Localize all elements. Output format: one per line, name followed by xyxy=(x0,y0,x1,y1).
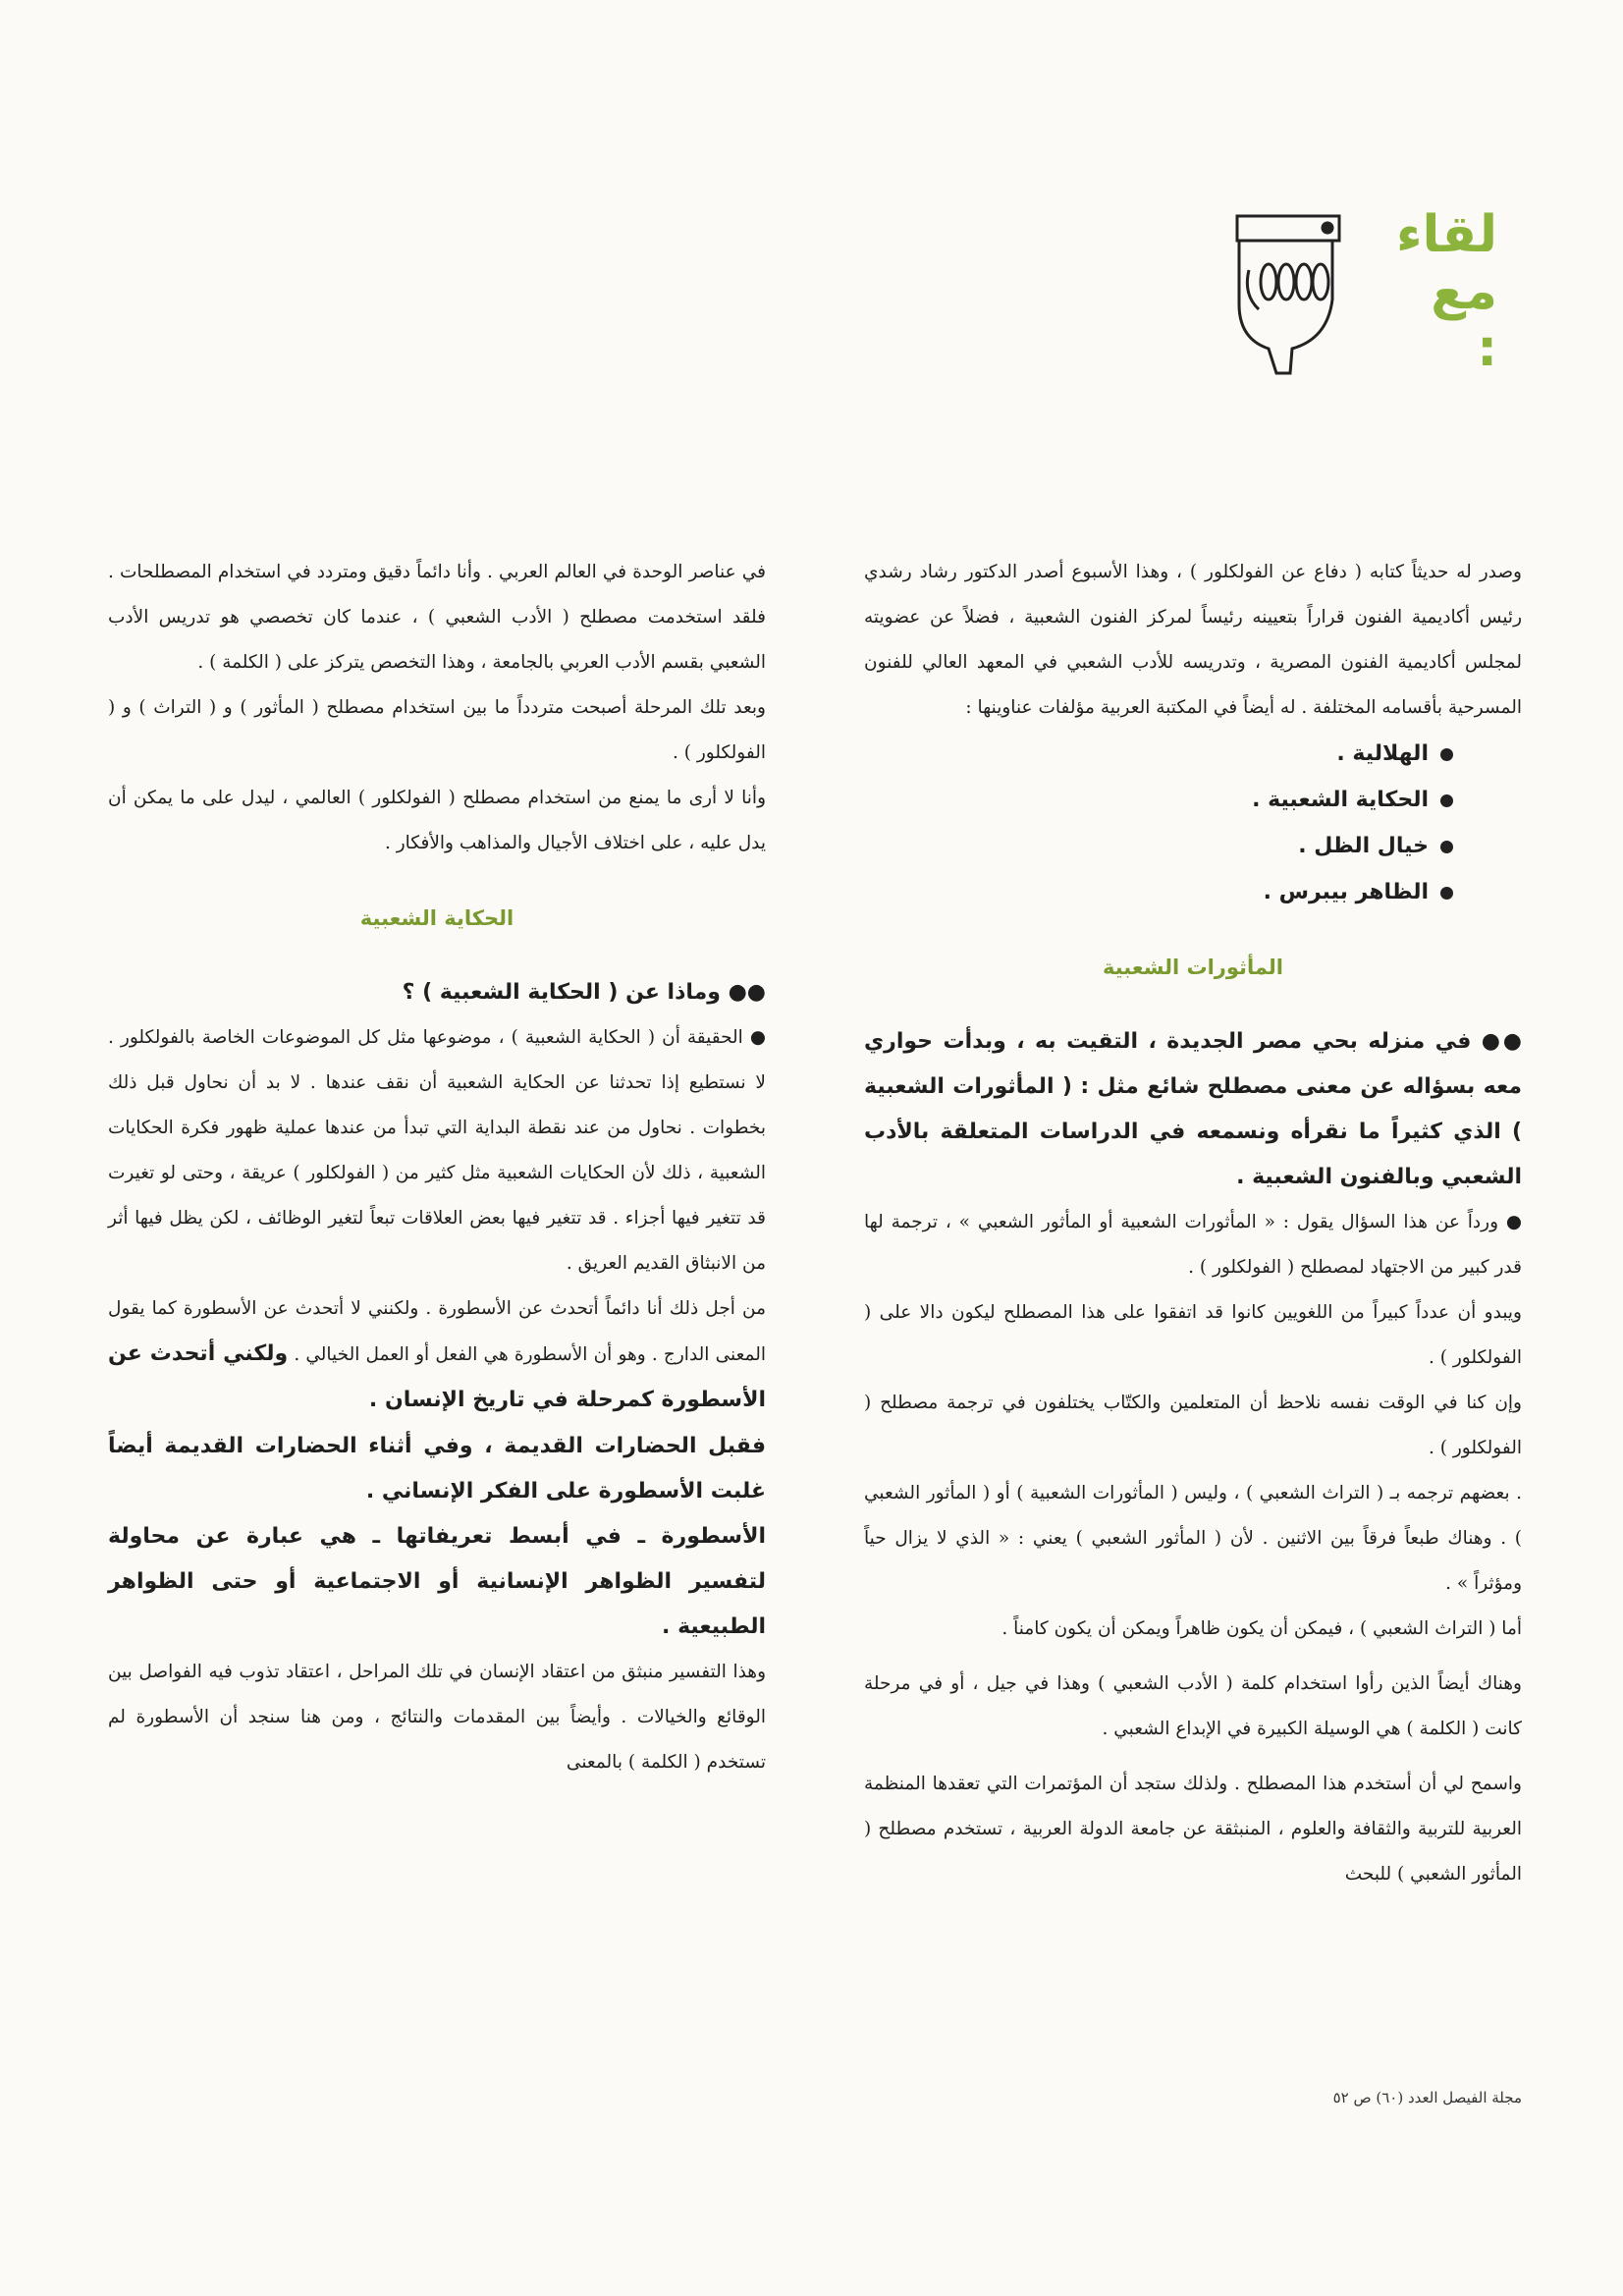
answer-paragraph: فقبل الحضارات القديمة ، وفي أثناء الحضارات القديمة أيضاً غلبت الأسطورة على الفكر الإنساني . xyxy=(108,1434,766,1503)
bullet-icon xyxy=(1440,841,1453,853)
answer-paragraph: . بعضهم ترجمه بـ ( التراث الشعبي ) ، وليس ( المأثورات الشعبية ) أو ( المأثور الشعبي ) . وهناك طبعاً فرقاً بين الاثنين . لأن ( المأثور الشعبي ) يعني : « الذي لا يزال حياً ومؤثراً » . xyxy=(864,1483,1522,1594)
list-item: الحكاية الشعبية . xyxy=(864,777,1453,823)
answer-paragraph: أما ( التراث الشعبي ) ، فيمكن أن يكون ظاهراً ويمكن أن يكون كامناً . xyxy=(1001,1618,1522,1639)
paragraph: وأنا لا أرى ما يمنع من استخدام مصطلح ( الفولكلور ) العالمي ، ليدل على ما يمكن أن يدل عليه ، على اختلاف الأجيال والمذاهب والأفكار . xyxy=(108,788,766,853)
section-heading: المأثورات الشعبية xyxy=(1103,956,1283,979)
bullet-icon xyxy=(1440,794,1453,807)
list-item: الظاهر بيبرس . xyxy=(864,869,1453,915)
answer-paragraph: ● الحقيقة أن ( الحكاية الشعبية ) ، موضوعها مثل كل الموضوعات الخاصة بالفولكلور . لا نستطيع إذا تحدثنا عن الحكاية الشعبية أن نقف عندها . لا بد أن نحاول قبل ذلك بخطوات . نحاول من عند نقطة البداية التي تبدأ من عندها عملية ظهور فكرة الحكايات الشعبية ، ذلك لأن الحكايات الشعبية مثل كثير من ( الفولكلور ) عريقة ، وحتى لو تغيرت قد تتغير فيها أجزاء . قد تتغير فيها بعض العلاقات تبعاً لتغير الوظائف ، لكن يظل فيها أثر من الانبثاق القديم العريق . xyxy=(108,1027,766,1274)
bullet-icon xyxy=(1440,887,1453,900)
question-paragraph: ●● في منزله بحي مصر الجديدة ، التقيت به ، وبدأت حواري معه بسؤاله عن معنى مصطلح شائع مثل : ( المأثورات الشعبية ) الذي كثيراً ما نقرأه ونسمعه في الدراسات المتعلقة بالأدب الشعبي وبالفنون الشعبية . xyxy=(864,1029,1522,1189)
answer-paragraph: وهناك أيضاً الذين رأوا استخدام كلمة ( الأدب الشعبي ) وهذا في جيل ، أو في مرحلة كانت ( الكلمة ) هي الوسيلة الكبيرة في الإبداع الشعبي . xyxy=(864,1673,1522,1739)
answer-paragraph: واسمح لي أن أستخدم هذا المصطلح . ولذلك ستجد أن المؤتمرات التي تعقدها المنظمة العربية للتربية والثقافة والعلوم ، المنبثقة عن جامعة الدولة العربية ، تستخدم مصطلح ( المأثور الشعبي ) للبحث xyxy=(864,1774,1522,1885)
answer-paragraph: الأسطورة ـ في أبسط تعريفاتها ـ هي عبارة عن محاولة لتفسير الظواهر الإنسانية أو الاجتماعية أو حتى الظواهر الطبيعية . xyxy=(108,1524,766,1639)
answer-paragraph: وإن كنا في الوقت نفسه نلاحظ أن المتعلمين والكتّاب يختلفون في ترجمة مصطلح ( الفولكلور ) . xyxy=(864,1393,1522,1458)
bullet-icon xyxy=(1440,748,1453,761)
paragraph: في عناصر الوحدة في العالم العربي . وأنا دائماً دقيق ومتردد في استخدام المصطلحات . فلقد استخدمت مصطلح ( الأدب الشعبي ) ، عندما كان تخصصي هو تدريس الأدب الشعبي بقسم الأدب العربي بالجامعة ، وهذا التخصص يتركز على ( الكلمة ) . xyxy=(108,562,766,673)
answer-paragraph: من أجل ذلك أنا دائماً أتحدث عن الأسطورة . ولكنني لا أتحدث عن الأسطورة كما يقول المعنى الدارج . وهو أن الأسطورة هي الفعل أو العمل الخيالي . ولكني أتحدث عن الأسطورة كمرحلة في تاريخ الإنسان . xyxy=(108,1298,767,1412)
logo-title xyxy=(1395,205,1497,378)
question-paragraph: ●● وماذا عن ( الحكاية الشعبية ) ؟ xyxy=(402,980,766,1005)
answer-paragraph: ويبدو أن عدداً كبيراً من اللغويين كانوا قد اتفقوا على هذا المصطلح ليكون دالا على ( الفولكلور ) . xyxy=(864,1302,1522,1368)
paragraph: وبعد تلك المرحلة أصبحت متردداً ما بين استخدام مصطلح ( المأثور ) و ( التراث ) و ( الفولكلور ) . xyxy=(108,697,766,763)
section-heading: الحكاية الشعبية xyxy=(359,906,514,930)
answer-paragraph: وهذا التفسير منبثق من اعتقاد الإنسان في تلك المراحل ، اعتقاد تذوب فيه الفواصل بين الوقائع والخيالات . وأيضاً بين المقدمات والنتائج ، ومن هنا سنجد أن الأسطورة لم تستخدم ( الكلمة ) بالمعنى xyxy=(108,1662,766,1773)
list-item: الهلالية . xyxy=(864,731,1453,777)
logo-line-2: مع : xyxy=(1431,262,1497,378)
page-footer: مجلة الفيصل العدد (٦٠) ص ٥٢ xyxy=(1332,2089,1522,2106)
book-list xyxy=(864,731,1522,915)
intro-paragraph: وصدر له حديثاً كتابه ( دفاع عن الفولكلور ) ، وهذا الأسبوع أصدر الدكتور رشاد رشدي رئيس أكاديمية الفنون قراراً بتعيينه رئيساً لمركز الفنون الشعبية ، فضلاً عن عضويته لمجلس أكاديمية الفنون المصرية ، وتدريسه للأدب الشعبي في المعهد العالي للفنون المسرحية بأقسامه المختلفة . له أيضاً في المكتبة العربية مؤلفات عناوينها : xyxy=(864,562,1522,718)
answer-paragraph: ● ورداً عن هذا السؤال يقول : « المأثورات الشعبية أو المأثور الشعبي » ، ترجمة لها قدر كبير من الاجتهاد لمصطلح ( الفولكلور ) . xyxy=(864,1212,1522,1278)
right-column xyxy=(864,550,1522,1897)
list-item: خيال الظل . xyxy=(864,823,1453,869)
logo-line-1: لقاء xyxy=(1395,205,1497,264)
hand-icon xyxy=(1229,211,1347,378)
left-column xyxy=(108,550,766,1785)
